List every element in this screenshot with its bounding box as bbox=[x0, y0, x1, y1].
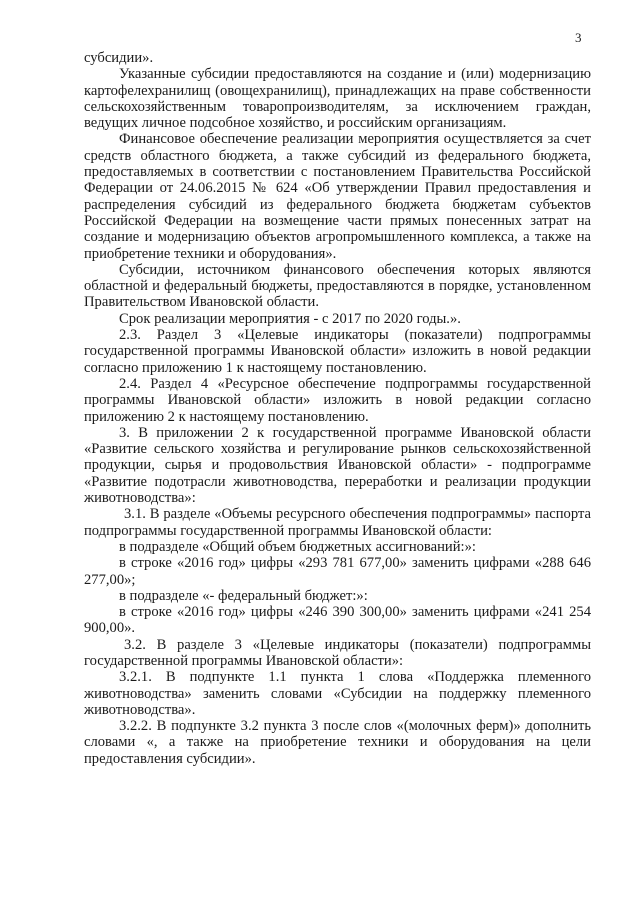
paragraph-3: 3. В приложении 2 к государственной программе Ивановской области «Развитие сельского хозяйства и регулирование рынков сельскохозяйственной продукции, сырья и продовольствия Ивановской области» - подпрограмме «Развитие подотрасли животноводства, переработки и реализации продукции животноводства»: bbox=[84, 424, 591, 507]
paragraph-federal-2016: в строке «2016 год» цифры «246 390 300,00» заменить цифрами «241 254 900,00». bbox=[84, 604, 591, 637]
paragraph-continuation: субсидии». bbox=[84, 50, 154, 66]
paragraph-2-3: 2.3. Раздел 3 «Целевые индикаторы (показатели) подпрограммы государственной программы Ивановской области» изложить в новой редакции согласно приложению 1 к настоящему постановлению. bbox=[84, 327, 591, 376]
paragraph-3-1: 3.1. В разделе «Объемы ресурсного обеспечения подпрограммы» паспорта подпрограммы государственной программы Ивановской области: bbox=[84, 506, 591, 539]
paragraph-financing: Финансовое обеспечение реализации мероприятия осуществляется за счет средств областного бюджета, а также субсидий из федерального бюджета, предоставляемых в соответствии с постановлением Правительства Российской Федерации от 24.06.2015 № 624 «Об утверждении Правил предоставления и распределения субсидий из федерального бюджета бюджетам субъектов Российской Федерации на возмещение части прямых понесенных затрат на создание и модернизацию объектов агропромышленного комплекса, а также на приобретение техники и оборудования». bbox=[84, 131, 591, 262]
paragraph-term: Срок реализации мероприятия - с 2017 по 2020 годы.». bbox=[119, 310, 461, 327]
paragraph-3-2-1: 3.2.1. В подпункте 1.1 пункта 1 слова «Поддержка племенного животноводства» заменить словами «Субсидии на поддержку племенного животноводства». bbox=[84, 669, 591, 718]
paragraph-subsidies-purpose: Указанные субсидии предоставляются на создание и (или) модернизацию картофелехранилищ (овощехранилищ), принадлежащих на праве собственности сельскохозяйственным товаропроизводителям, за исключением граждан, ведущих личное подсобное хозяйство, и российским организациям. bbox=[84, 66, 591, 132]
paragraph-3-2-2: 3.2.2. В подпункте 3.2 пункта 3 после слов «(молочных ферм)» дополнить словами «, а также на приобретение техники и оборудования на цели предоставления субсидии». bbox=[84, 718, 591, 767]
paragraph-total-2016: в строке «2016 год» цифры «293 781 677,00» заменить цифрами «288 646 277,00»; bbox=[84, 555, 591, 588]
paragraph-total-subsection: в подразделе «Общий объем бюджетных ассигнований:»: bbox=[119, 538, 476, 555]
paragraph-2-4: 2.4. Раздел 4 «Ресурсное обеспечение подпрограммы государственной программы Ивановской области» изложить в новой редакции согласно приложению 2 к настоящему постановлению. bbox=[84, 375, 591, 425]
document-body bbox=[84, 50, 591, 767]
page-number: 3 bbox=[575, 30, 582, 45]
paragraph-federal-subsection: в подразделе «- федеральный бюджет:»: bbox=[119, 587, 368, 604]
paragraph-3-2: 3.2. В разделе 3 «Целевые индикаторы (показатели) подпрограммы государственной программы Ивановской области»: bbox=[84, 636, 591, 669]
paragraph-subsidy-procedure: Субсидии, источником финансового обеспечения которых являются областной и федеральный бюджеты, предоставляются в порядке, установленном Правительством Ивановской области. bbox=[84, 261, 591, 311]
